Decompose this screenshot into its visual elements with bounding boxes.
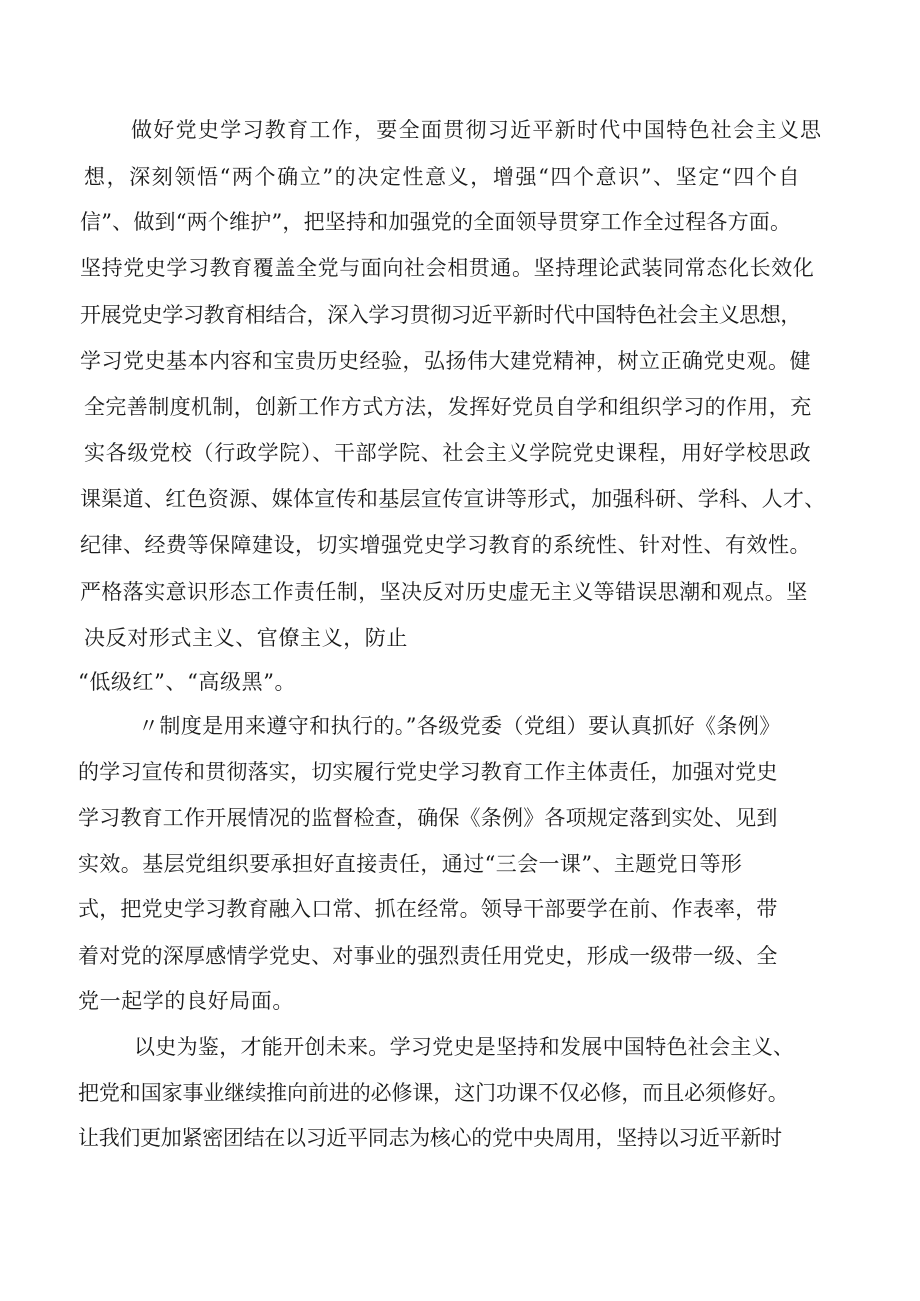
text-line: 纪律、经费等保障建设，切实增强党史学习教育的系统性、针对性、有效性。 <box>80 533 811 557</box>
text-line: 信”、做到“两个维护”，把坚持和加强党的全面领导贯穿工作全过程各方面。 <box>80 210 792 234</box>
text-line: 实各级党校（行政学院）、干部学院、社会主义学院党史课程，用好学校思政 <box>84 441 812 465</box>
text-line: 的学习宣传和贯彻落实，切实履行党史学习教育工作主体责任，加强对党史 <box>78 760 778 784</box>
text-line: 以史为鉴，才能开创未来。学习党史是坚持和发展中国特色社会主义、 <box>134 1035 795 1059</box>
text-line: 学习教育工作开展情况的监督检查，确保《条例》各项规定落到实处、见到 <box>78 806 778 830</box>
text-line: 坚持党史学习教育覆盖全党与面向社会相贯通。坚持理论武装同常态化长效化 <box>80 256 815 280</box>
text-line: 把党和国家事业继续推向前进的必修课，这门功课不仅必修，而且必须修好。 <box>78 1081 789 1105</box>
text-line: 做好党史学习教育工作，要全面贯彻习近平新时代中国特色社会主义思 <box>131 118 823 142</box>
text-line: 课渠道、红色资源、媒体宣传和基层宣传宣讲等形式，加强科研、学科、人才、 <box>80 487 826 511</box>
text-line: 实效。基层党组织要承担好直接责任，通过“三会一课”、主题党日等形 <box>78 852 743 876</box>
text-line: 严格落实意识形态工作责任制，坚决反对历史虚无主义等错误思潮和观点。坚 <box>80 580 808 604</box>
text-line: 决反对形式主义、官僚主义，防止 <box>84 626 408 650</box>
text-line: 全完善制度机制，创新工作方式方法，发挥好党员自学和组织学习的作用，充 <box>84 395 812 419</box>
text-line: “低级红”、“高级黑”。 <box>78 670 297 694</box>
text-line: 着对党的深厚感情学党史、对事业的强烈责任用党史，形成一级带一级、全 <box>78 944 778 968</box>
text-line: 让我们更加紧密团结在以习近平同志为核心的党中央周用，坚持以习近平新时 <box>78 1126 782 1150</box>
text-line: 学习党史基本内容和宝贵历史经验，弘扬伟大建党精神，树立正确党史观。健 <box>80 349 811 373</box>
text-line: 式，把党史学习教育融入口常、抓在经常。领导干部要学在前、作表率，带 <box>78 897 778 921</box>
text-line: 〃制度是用来遵守和执行的。”各级党委（党组）要认真抓好《条例》 <box>138 714 781 738</box>
text-line: 想，深刻领悟“两个确立”的决定性意义，增强“四个意识”、坚定“四个自 <box>84 165 802 189</box>
text-line: 开展党史学习教育相结合，深入学习贯彻习近平新时代中国特色社会主义思想， <box>80 303 801 327</box>
text-line: 党一起学的良好局面。 <box>78 989 294 1013</box>
